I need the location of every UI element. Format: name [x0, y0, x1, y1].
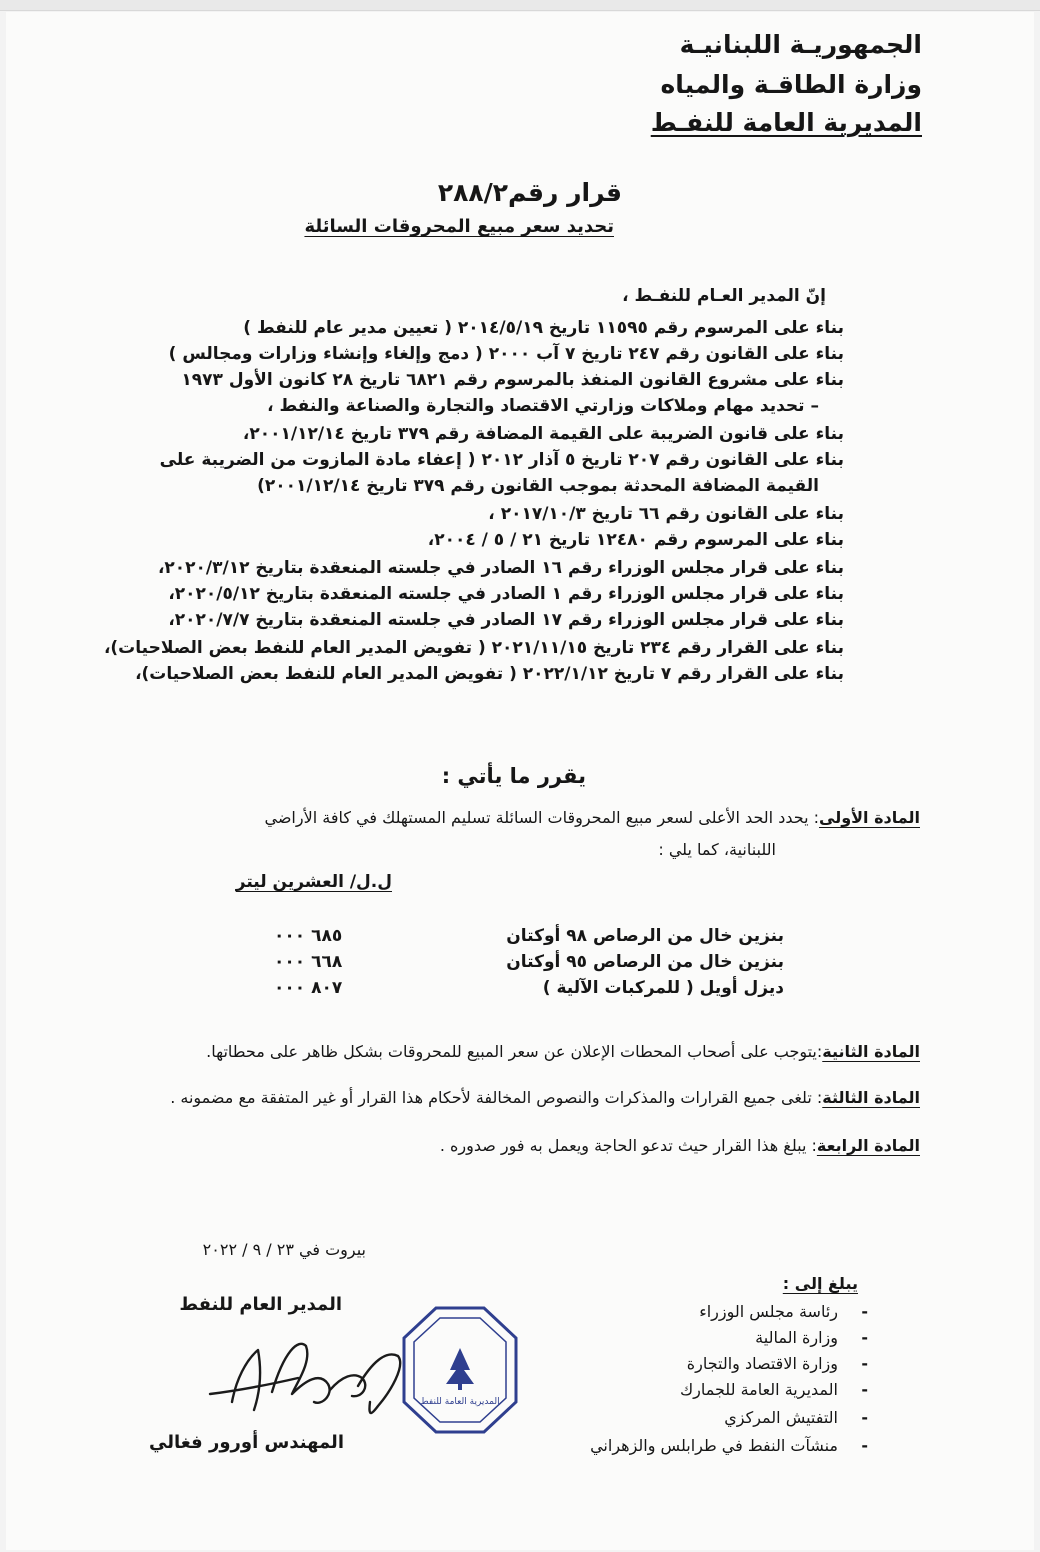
preamble-line: بناء على القانون رقم ٦٦ تاريخ ٢٠١٧/١٠/٣ ، [488, 504, 844, 524]
distribution-item: التفتيش المركزي [724, 1408, 838, 1427]
preamble-line: القيمة المضافة المحدثة بموجب القانون رقم ٣٧٩ تاريخ ٢٠٠١/١٢/١٤) [257, 476, 819, 496]
article-1-text: : يحدد الحد الأعلى لسعر مبيع المحروقات السائلة تسليم المستهلك في كافة الأراضي [264, 808, 819, 827]
distribution-item: وزارة الاقتصاد والتجارة [686, 1354, 838, 1373]
article-1-cont: اللبنانية، كما يلي : [658, 840, 776, 859]
cedar-icon [446, 1348, 474, 1384]
article-3-text: : تلغى جميع القرارات والمذكرات والنصوص المخالفة لأحكام هذا القرار أو غير المتفقة مع مضمونه . [170, 1088, 823, 1107]
decides-heading: يقرر ما يأتي : [441, 764, 586, 788]
preamble-line: بناء على قرار مجلس الوزراء رقم ١٧ الصادر في جلسته المنعقدة بتاريخ ٢٠٢٠/٧/٧، [168, 610, 844, 630]
header-republic: الجمهوريـة اللبنانيـة [679, 30, 922, 59]
stamp-center-text: المديرية العامة للنفط [420, 1397, 500, 1407]
header-ministry: وزارة الطاقـة والمياه [660, 70, 922, 99]
preamble-line: بناء على القانون رقم ٢٤٧ تاريخ ٧ آب ٢٠٠٠ ( دمج وإلغاء وإنشاء وزارات ومجالس ) [168, 344, 844, 364]
distribution-item: منشآت النفط في طرابلس والزهراني [590, 1436, 838, 1455]
article-4-text: : يبلغ هذا القرار حيث تدعو الحاجة ويعمل به فور صدوره . [439, 1136, 817, 1155]
preamble-line: – تحديد مهام وملاكات وزارتي الاقتصاد والتجارة والصناعة والنفط ، [267, 396, 819, 416]
preamble-line: بناء على مشروع القانون المنفذ بالمرسوم رقم ٦٨٢١ تاريخ ٢٨ كانون الأول ١٩٧٣ [181, 370, 844, 390]
list-bullet: - [861, 1354, 868, 1373]
article-3-label: المادة الثالثة [822, 1088, 920, 1107]
list-bullet: - [861, 1328, 868, 1347]
list-bullet: - [861, 1408, 868, 1427]
preamble-line: بناء على المرسوم رقم ١١٥٩٥ تاريخ ٢٠١٤/٥/١٩ ( تعيين مدير عام للنفط ) [243, 318, 844, 338]
distribution-item: وزارة المالية [755, 1328, 838, 1347]
fuel-price: ٦٨٥ ٠٠٠ [274, 926, 343, 946]
distribution-item: رئاسة مجلس الوزراء [699, 1302, 838, 1321]
handwritten-signature [202, 1332, 412, 1422]
signatory-name: المهندس أورور فغالي [149, 1432, 344, 1453]
official-stamp [400, 1304, 520, 1436]
list-bullet: - [861, 1380, 868, 1399]
distribution-item: المديرية العامة للجمارك [679, 1380, 838, 1399]
preamble-line: بناء على القرار رقم ٢٣٤ تاريخ ٢٠٢١/١١/١٥ ( تفويض المدير العام للنفط بعض الصلاحيات)، [103, 638, 844, 658]
distribution-label: يبلغ إلى : [782, 1274, 858, 1293]
preamble-intro: إنّ المدير العـام للنفـط ، [622, 286, 826, 306]
fuel-price: ٨٠٧ ٠٠٠ [274, 978, 343, 998]
preamble-line: بناء على قانون الضريبة على القيمة المضافة رقم ٣٧٩ تاريخ ٢٠٠١/١٢/١٤، [242, 424, 844, 444]
header-directorate: المديرية العامة للنفـط [650, 108, 922, 137]
decision-number: قرار رقم٢٨٨/٢ [437, 178, 622, 207]
decision-subject: تحديد سعر مبيع المحروقات السائلة [304, 216, 614, 237]
preamble-line: بناء على قرار مجلس الوزراء رقم ١٦ الصادر في جلسته المنعقدة بتاريخ ٢٠٢٠/٣/١٢، [157, 558, 844, 578]
article-1-label: المادة الأولى [819, 808, 920, 827]
article-2 [206, 1042, 920, 1061]
issue-date: بيروت في ٢٣ / ٩ / ٢٠٢٢ [202, 1240, 366, 1259]
article-2-text: :يتوجب على أصحاب المحطات الإعلان عن سعر المبيع للمحروقات بشكل ظاهر على محطاتها. [206, 1042, 823, 1061]
preamble-line: بناء على المرسوم رقم ١٢٤٨٠ تاريخ ٢١ / ٥ / ٢٠٠٤، [427, 530, 844, 550]
article-3 [170, 1088, 920, 1107]
signatory-title: المدير العام للنفط [179, 1294, 342, 1315]
top-bar [0, 0, 1040, 11]
price-unit-header: ل.ل/ العشرين ليتر [235, 872, 392, 892]
fuel-price: ٦٦٨ ٠٠٠ [274, 952, 343, 972]
article-1 [265, 808, 921, 827]
article-4-label: المادة الرابعة [816, 1136, 920, 1155]
preamble-line: بناء على القرار رقم ٧ تاريخ ٢٠٢٢/١/١٢ ( تفويض المدير العام للنفط بعض الصلاحيات)، [135, 664, 844, 684]
preamble-line: بناء على قرار مجلس الوزراء رقم ١ الصادر في جلسته المنعقدة بتاريخ ٢٠٢٠/٥/١٢، [168, 584, 844, 604]
fuel-name: بنزين خال من الرصاص ٩٨ أوكتان [506, 926, 784, 946]
list-bullet: - [861, 1302, 868, 1321]
article-2-label: المادة الثانية [822, 1042, 920, 1061]
preamble-line: بناء على القانون رقم ٢٠٧ تاريخ ٥ آذار ٢٠١٢ ( إعفاء مادة المازوت من الضريبة على [159, 450, 844, 470]
fuel-name: بنزين خال من الرصاص ٩٥ أوكتان [506, 952, 784, 972]
article-4 [440, 1136, 920, 1155]
fuel-name: ديزل أويل ( للمركبات الآلية ) [542, 978, 784, 998]
list-bullet: - [861, 1436, 868, 1455]
document-page [6, 12, 1034, 1550]
